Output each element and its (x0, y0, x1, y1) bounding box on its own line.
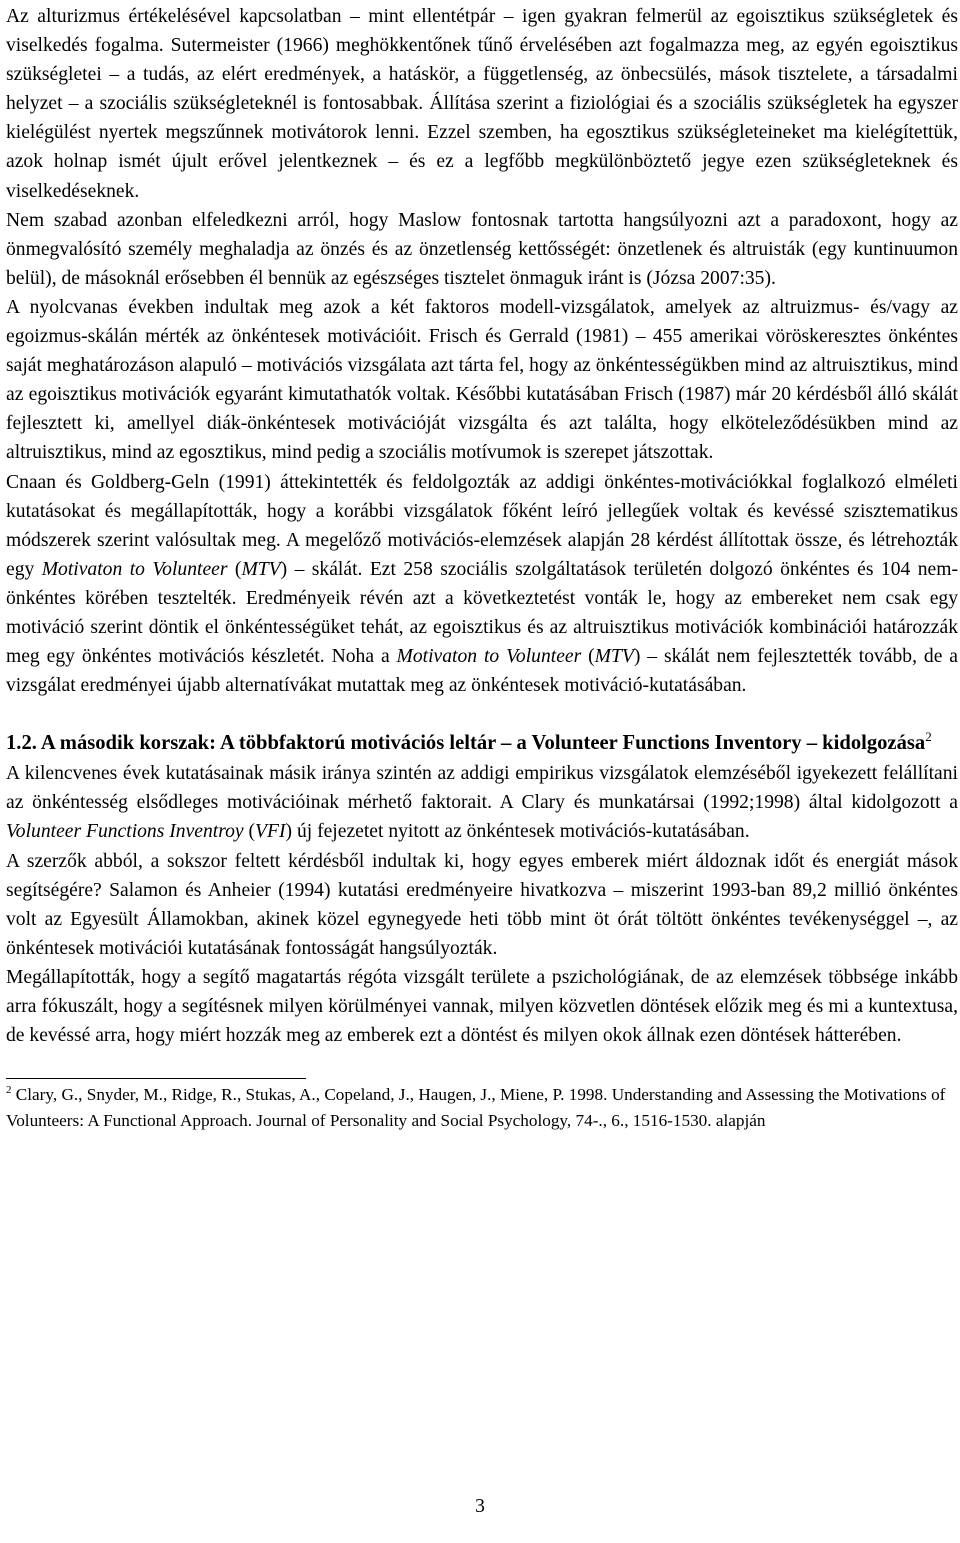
italic-term: MTV (594, 646, 634, 668)
footnote-reference[interactable]: 2 (925, 729, 932, 745)
italic-term: Motivaton to Volunteer (41, 558, 228, 580)
paragraph-text: ) – skálát nem fejlesztették tovább, de a vizsgálat eredményei újabb alternatívákat mutattak meg az önkéntesek motiváció-kutatásában. (6, 646, 958, 697)
paragraph-text: A kilencvenes évek kutatásainak másik iránya szintén az addigi empirikus vizsgálatok elemzéséből igyekezett felállítani az önkéntesség elsődleges motivációinak mérhető faktorait. A Clary és munkatársai (1992;1998) által kidolgozott a (6, 763, 958, 814)
italic-term: Motivaton to Volunteer (396, 646, 582, 668)
italic-term: MTV (241, 558, 281, 580)
paragraph-text: ( (243, 821, 256, 843)
italic-term: VFI (255, 821, 286, 843)
paragraph-text: Cnaan és Goldberg-Geln (1991) áttekintették és feldolgozták az addigi önkéntes-motivációkkal foglalkozó elméleti kutatásokat és megállapították, hogy a korábbi vizsgálatok főként leíró jellegűek voltak és kevéssé szisztematikus módszerek szerint valósultak meg. A megelőző motivációs-elemzések alapján 28 kérdést állítottak össze, és létrehozták egy (6, 471, 958, 580)
paragraph-altruism-egoism: Az alturizmus értékelésével kapcsolatban – mint ellentétpár – igen gyakran felmerül az egoisztikus szükségletek és viselkedés fogalma. Sutermeister (1966) meghökkentőnek tűnő érvelésében azt fogalmazza meg, az egyén egoisztikus szükségletei – a tudás, az elért eredmények, a hatáskör, a függetlenség, az önbecsülés, mások tisztelete, a társadalmi helyzet – a szociális szükségleteknél is fontosabbak. Állítása szerint a fiziológiai és a szociális szükségletek ha egyszer kielégülést nyertek megszűnnek motivátorok lenni. Ezzel szemben, ha egosztikus szükségleteineket ma kielégítettük, azok holnap ismét újult erővel jelentkeznek – és ez a legfőbb megkülönböztető jegye ezen szükségleteknek és viselkedéseknek. (6, 6, 958, 202)
paragraph-text: ) – skálát. Ezt 258 szociális szolgáltatások területén dolgozó önkéntes és 104 nem-önkéntes körében tesztelték. Eredményeik révén azt a következtetést vonták le, hogy az embereket nem csak egy motiváció szerint döntik el önkéntességüket tehát, az egoisztikus és az altruisztikus motivációk kombinációi határozzák meg egy önkéntes motivációs készletét. Noha a (6, 558, 958, 668)
paragraph-authors-question: A szerzők abból, a sokszor feltett kérdésből indultak ki, hogy egyes emberek miért áldoznak időt és energiát mások segítségére? Salamon és Anheier (1994) kutatási eredményeire hivatkozva – miszerint 1993-ban 89,2 millió önkéntes volt az Egyesült Államokban, akinek közel egynegyede heti több mint öt órát töltött önkéntes tevékenységgel –, az önkéntesek motivációi kutatásának fontosságát hangsúlyozták. (6, 850, 958, 959)
paragraph-maslow: Nem szabad azonban elfeledkezni arról, hogy Maslow fontosnak tartotta hangsúlyozni azt a paradoxont, hogy az önmegvalósító személy meghaladja az önzés és az önzetlenség kettősségét: önzetlenek és altruisták (egy kuntinuumon belül), de másoknál erősebben él bennük az egészséges tisztelet önmaguk iránt is (Józsa 2007:35). (6, 209, 958, 289)
section-heading-text: 1.2. A második korszak: A többfaktorú motivációs leltár – a Volunteer Functions Inventory – kidolgozása (6, 732, 926, 755)
paragraph-vfi (6, 759, 958, 846)
footnote (6, 1083, 958, 1133)
footnote-divider (6, 1078, 306, 1079)
footnote-marker: 2 (6, 1084, 12, 1097)
paragraph-text: ( (581, 646, 595, 668)
footnote-text: Clary, G., Snyder, M., Ridge, R., Stukas, A., Copeland, J., Haugen, J., Miene, P. 1998. Understanding and Assessing the Motivations of Volunteers: A Functional Approach. Journal of Personality and Social Psychology, 74-., 6., 1516-1530. alapján (6, 1085, 946, 1131)
paragraph-helping-behavior: Megállapították, hogy a segítő magatartás régóta vizsgált területe a pszichológiának, de az elemzések többsége inkább arra fókuszált, hogy a segítésnek milyen körülményei vannak, milyen közvetlen döntések előzik meg és mi a kuntextusa, de kevéssé arra, hogy miért hozzák meg az emberek ezt a döntést és milyen okok állnak ezen döntések hátterében. (6, 966, 958, 1047)
page-number: 3 (475, 1496, 485, 1517)
italic-term: Volunteer Functions Inventroy (6, 821, 244, 843)
paragraph-text: ) új fejezetet nyitott az önkéntesek motivációs-kutatásában. (285, 821, 750, 843)
paragraph-cnaan-mtv (6, 468, 958, 701)
section-heading (6, 729, 958, 759)
paragraph-text: ( (227, 558, 242, 580)
paragraph-two-factor-models: A nyolcvanas években indultak meg azok a két faktoros modell-vizsgálatok, amelyek az altruizmus- és/vagy az egoizmus-skálán mérték az önkéntesek motivációit. Frisch és Gerrald (1981) – 455 amerikai vöröskeresztes önkéntes saját meghatározáson alapuló – motivációs vizsgálata azt tárta fel, hogy az önkéntességükben mind az altruisztikus, mind az egoisztikus motivációk egyaránt kimutathatók voltak. Későbbi kutatásában Frisch (1987) már 20 kérdésből álló skálát fejlesztett ki, amellyel diák-önkéntesek motivációját vizsgálta és azt találta, hogy elköteleződésükben mind az altruisztikus, mind az egosztikus, mind pedig a szociális motívumok is szerepet játszottak. (6, 296, 958, 464)
document-page (6, 0, 958, 1133)
